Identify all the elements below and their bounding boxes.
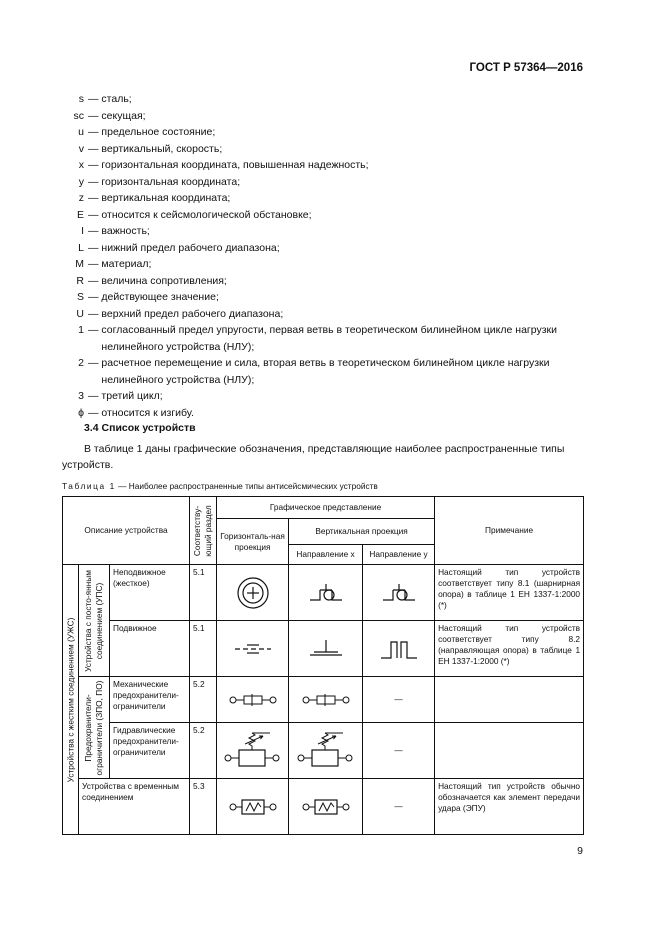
device-section: 5.2 <box>190 723 217 779</box>
definition-item: M — материал; <box>75 258 152 270</box>
device-dir-y: — <box>363 677 435 723</box>
device-name: Механические предохранители-ограничители <box>110 677 190 723</box>
definition-item: u — предельное состояние; <box>78 126 216 138</box>
header-description: Описание устройства <box>63 497 190 565</box>
device-name: Гидравлические предохранители-ограничители <box>110 723 190 779</box>
definition-item: sc — секущая; <box>73 109 146 122</box>
fixed-vertical-y-icon <box>363 565 435 621</box>
device-name: Устройства с временным соединением <box>79 779 190 835</box>
table-caption-label: Таблица 1 <box>62 481 116 491</box>
group-ups: Устройства с посто-янным соединением (УПС) <box>79 565 110 677</box>
device-dir-y: — <box>363 723 435 779</box>
device-name: Неподвижное (жесткое) <box>110 565 190 621</box>
definition-item: 3 — третий цикл; <box>78 390 163 402</box>
header-section: Соответству-ющий раздел <box>190 497 217 565</box>
temporary-vertical-x-icon <box>289 779 363 835</box>
device-dir-y: — <box>363 779 435 835</box>
sliding-vertical-y-icon <box>363 621 435 677</box>
header-note: Примечание <box>435 497 584 565</box>
header-dir-y: Направление y <box>363 545 435 565</box>
hydraulic-vertical-x-icon <box>289 723 363 779</box>
definition-item: x — горизонтальная координата, повышенная надежность; <box>78 159 369 171</box>
table-caption-text: — Наиболее распространенные типы антисейсмических устройств <box>115 481 378 491</box>
header-graphic: Графическое представление <box>217 497 435 519</box>
fixed-vertical-x-icon <box>289 565 363 621</box>
device-section: 5.1 <box>190 565 217 621</box>
device-section: 5.3 <box>190 779 217 835</box>
document-header: ГОСТ Р 57364—2016 <box>469 62 583 74</box>
definition-item: 1 — согласованный предел упругости, первая ветвь в теоретическом билинейном цикле нагрузки нелинейного устройства (НЛУ); <box>78 324 557 353</box>
definition-item: y — горизонтальная координата; <box>78 175 241 188</box>
definition-item: ϕ — относится к изгибу. <box>78 406 194 419</box>
definition-item: z — вертикальная координата; <box>78 192 231 204</box>
device-note <box>435 677 584 723</box>
table-caption <box>62 481 378 491</box>
definition-item: L — нижний предел рабочего диапазона; <box>78 241 280 254</box>
definition-item: v — вертикальный, скорость; <box>78 142 223 155</box>
header-vertical: Вертикальная проекция <box>289 519 435 545</box>
definition-item: S — действующее значение; <box>76 291 219 303</box>
section-title: 3.4 Список устройств <box>84 422 196 434</box>
fixed-horizontal-icon <box>217 565 289 621</box>
header-dir-x: Направление x <box>289 545 363 565</box>
device-section: 5.2 <box>190 677 217 723</box>
device-note <box>435 723 584 779</box>
device-note: Настоящий тип устройств соответствует типу 8.2 (направляющая опора) в таблице 1 ЕН 1337-1:2000 (*) <box>435 621 584 677</box>
sliding-vertical-x-icon <box>289 621 363 677</box>
definition-item: R — величина сопротивления; <box>76 274 227 287</box>
definition-item: 2 — расчетное перемещение и сила, вторая ветвь в теоретическом билинейном цикле нагрузки нелинейного устройства (НЛУ); <box>78 357 550 386</box>
page-number: 9 <box>577 845 583 857</box>
section-paragraph: В таблице 1 даны графические обозначения, представляющие наиболее распространенные типы устройств. <box>62 443 565 471</box>
group-main: Устройства с жестким соединением (УЖС) <box>63 565 79 835</box>
definition-item: E — относится к сейсмологической обстановке; <box>76 208 312 221</box>
temporary-horizontal-icon <box>217 779 289 835</box>
definition-item: s — сталь; <box>78 93 132 105</box>
group-zpo: Предохранители-ограничители (ЗПО, ПО) <box>79 677 110 779</box>
device-note: Настоящий тип устройств обычно обозначается как элемент передачи удара (ЭПУ) <box>435 779 584 835</box>
definition-item: I — важность; <box>81 225 150 237</box>
device-section: 5.1 <box>190 621 217 677</box>
mechanical-vertical-x-icon <box>289 677 363 723</box>
hydraulic-horizontal-icon <box>217 723 289 779</box>
devices-table <box>62 496 584 835</box>
sliding-horizontal-icon <box>217 621 289 677</box>
device-name: Подвижное <box>110 621 190 677</box>
device-note: Настоящий тип устройств соответствует типу 8.1 (шарнирная опора) в таблице 1 ЕН 1337-1:2000 (*) <box>435 565 584 621</box>
definition-item: U — верхний предел рабочего диапазона; <box>76 307 284 320</box>
header-horizontal: Горизонталь-ная проекция <box>217 519 289 565</box>
symbol-definitions <box>40 91 600 421</box>
mechanical-horizontal-icon <box>217 677 289 723</box>
